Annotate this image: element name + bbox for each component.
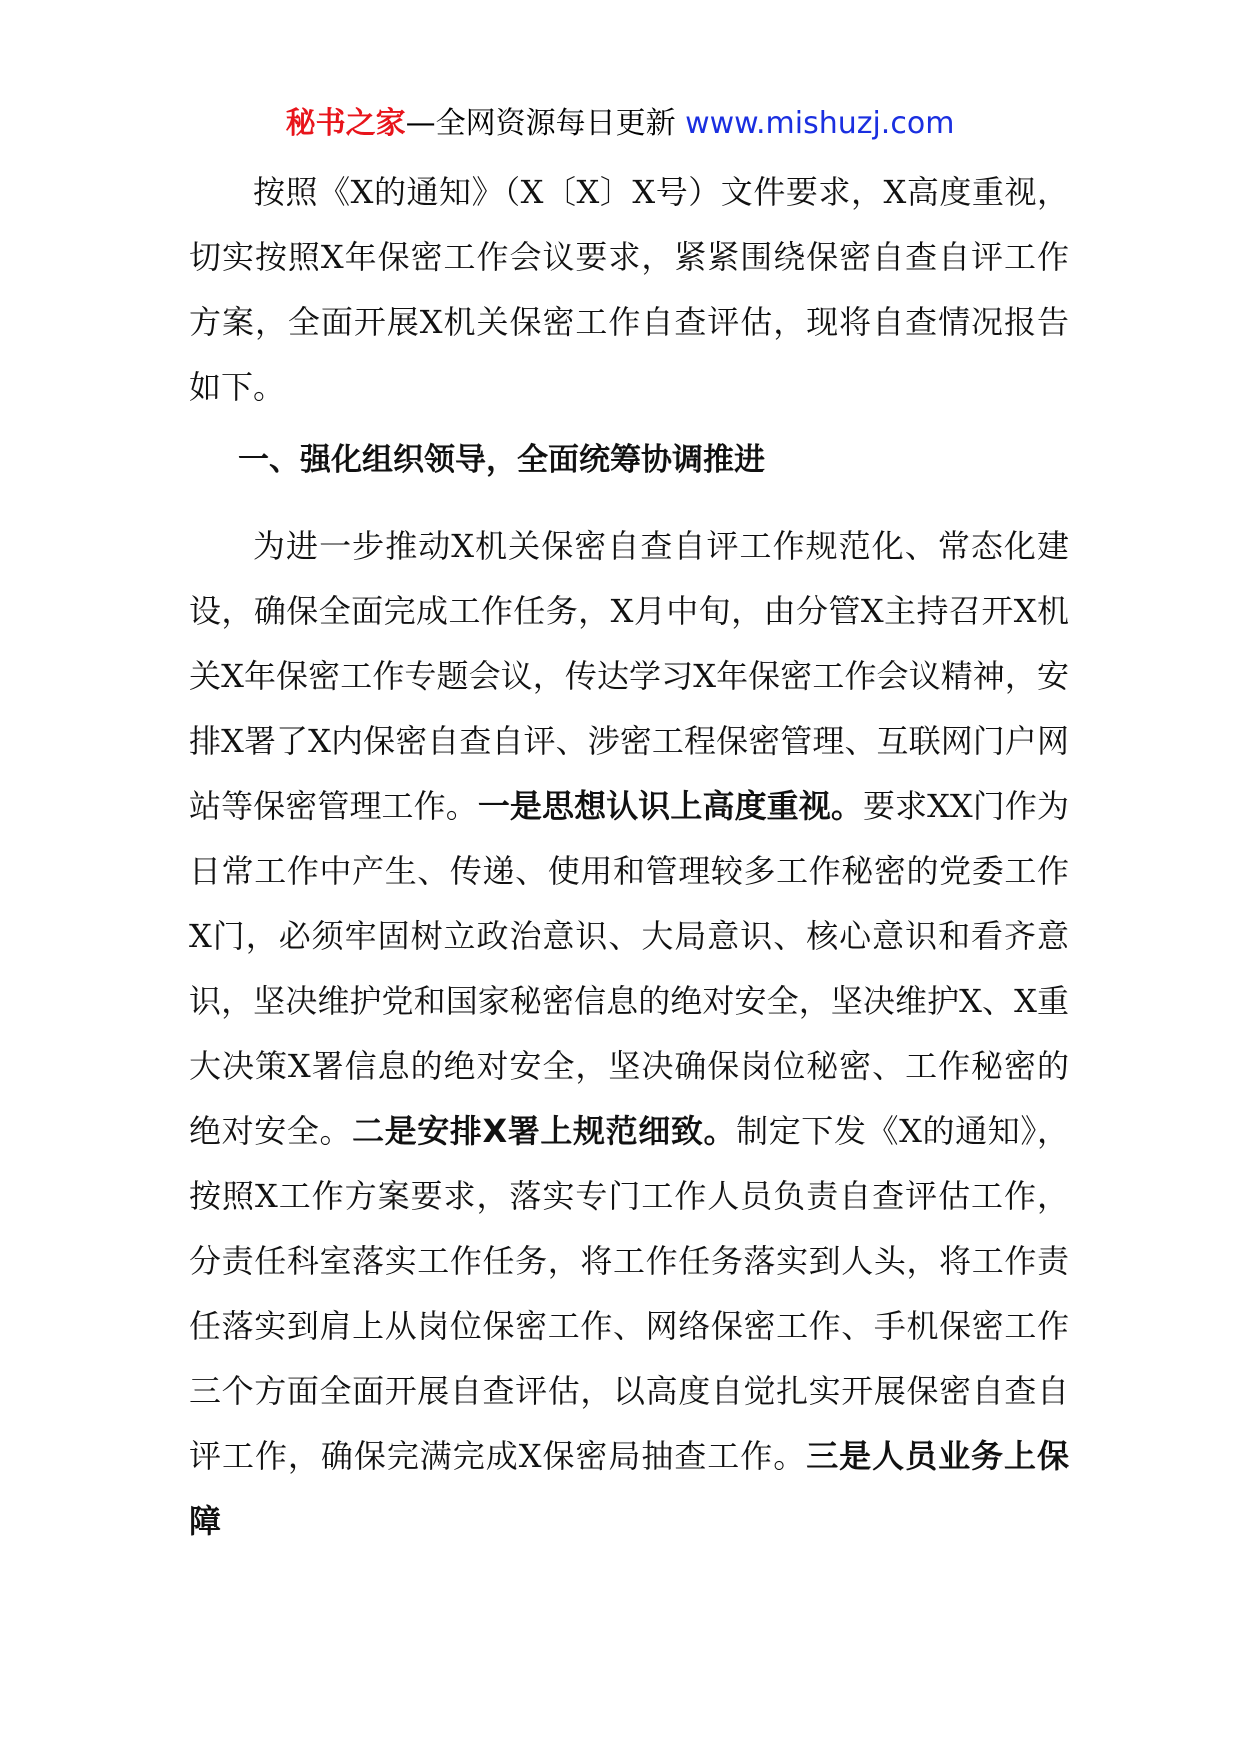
paragraph-text: 制定下发《X的通知》，按照X工作方案要求，落实专门工作人员负责自查评估工作，分责任科室落实工作任务，将工作任务落实到人头，将工作责任落实到肩上从岗位保密工作、网络保密工作、手机保密工作三个方面全面开展自查评估，以高度自觉扎实开展保密自查自评工作，确保完满完成X保密局抽查工作。	[189, 1112, 1069, 1475]
intro-paragraph-block	[189, 160, 1069, 420]
section-heading: 一、强化组织领导，全面统筹协调推进	[238, 442, 765, 478]
intro-paragraph: 按照《X的通知》（X〔X〕X号）文件要求，X高度重视，切实按照X年保密工作会议要求，紧紧围绕保密自查自评工作方案，全面开展X机关保密工作自查评估，现将自查情况报告如下。	[189, 173, 1069, 406]
banner-slogan: —全网资源每日更新	[405, 106, 676, 141]
section-body-block	[189, 514, 1069, 1554]
brand-name: 秘书之家	[285, 106, 406, 141]
paragraph-text: 要求XX门作为日常工作中产生、传递、使用和管理较多工作秘密的党委工作X门，必须牢固树立政治意识、大局意识、核心意识和看齐意识，坚决维护党和国家秘密信息的绝对安全，坚决维护X、X重大决策X署信息的绝对安全，坚决确保岗位秘密、工作秘密的绝对安全。	[189, 787, 1069, 1150]
paragraph-text: 为进一步推动X机关保密自查自评工作规范化、常态化建设，确保全面完成工作任务，X月中旬，由分管X主持召开X机关X年保密工作专题会议，传达学习X年保密工作会议精神，安排X署了X内保密自查自评、涉密工程保密管理、互联网门户网站等保密管理工作。	[189, 527, 1069, 825]
site-banner	[0, 104, 1240, 144]
bold-point-one: 一是思想认识上高度重视。	[477, 787, 863, 825]
bold-point-three: 三是人员业务上保障	[189, 1437, 1069, 1540]
bold-point-two: 二是安排X署上规范细致。	[352, 1112, 737, 1150]
site-url-link[interactable]: www.mishuzj.com	[675, 106, 955, 141]
section-paragraph	[189, 514, 1069, 1554]
